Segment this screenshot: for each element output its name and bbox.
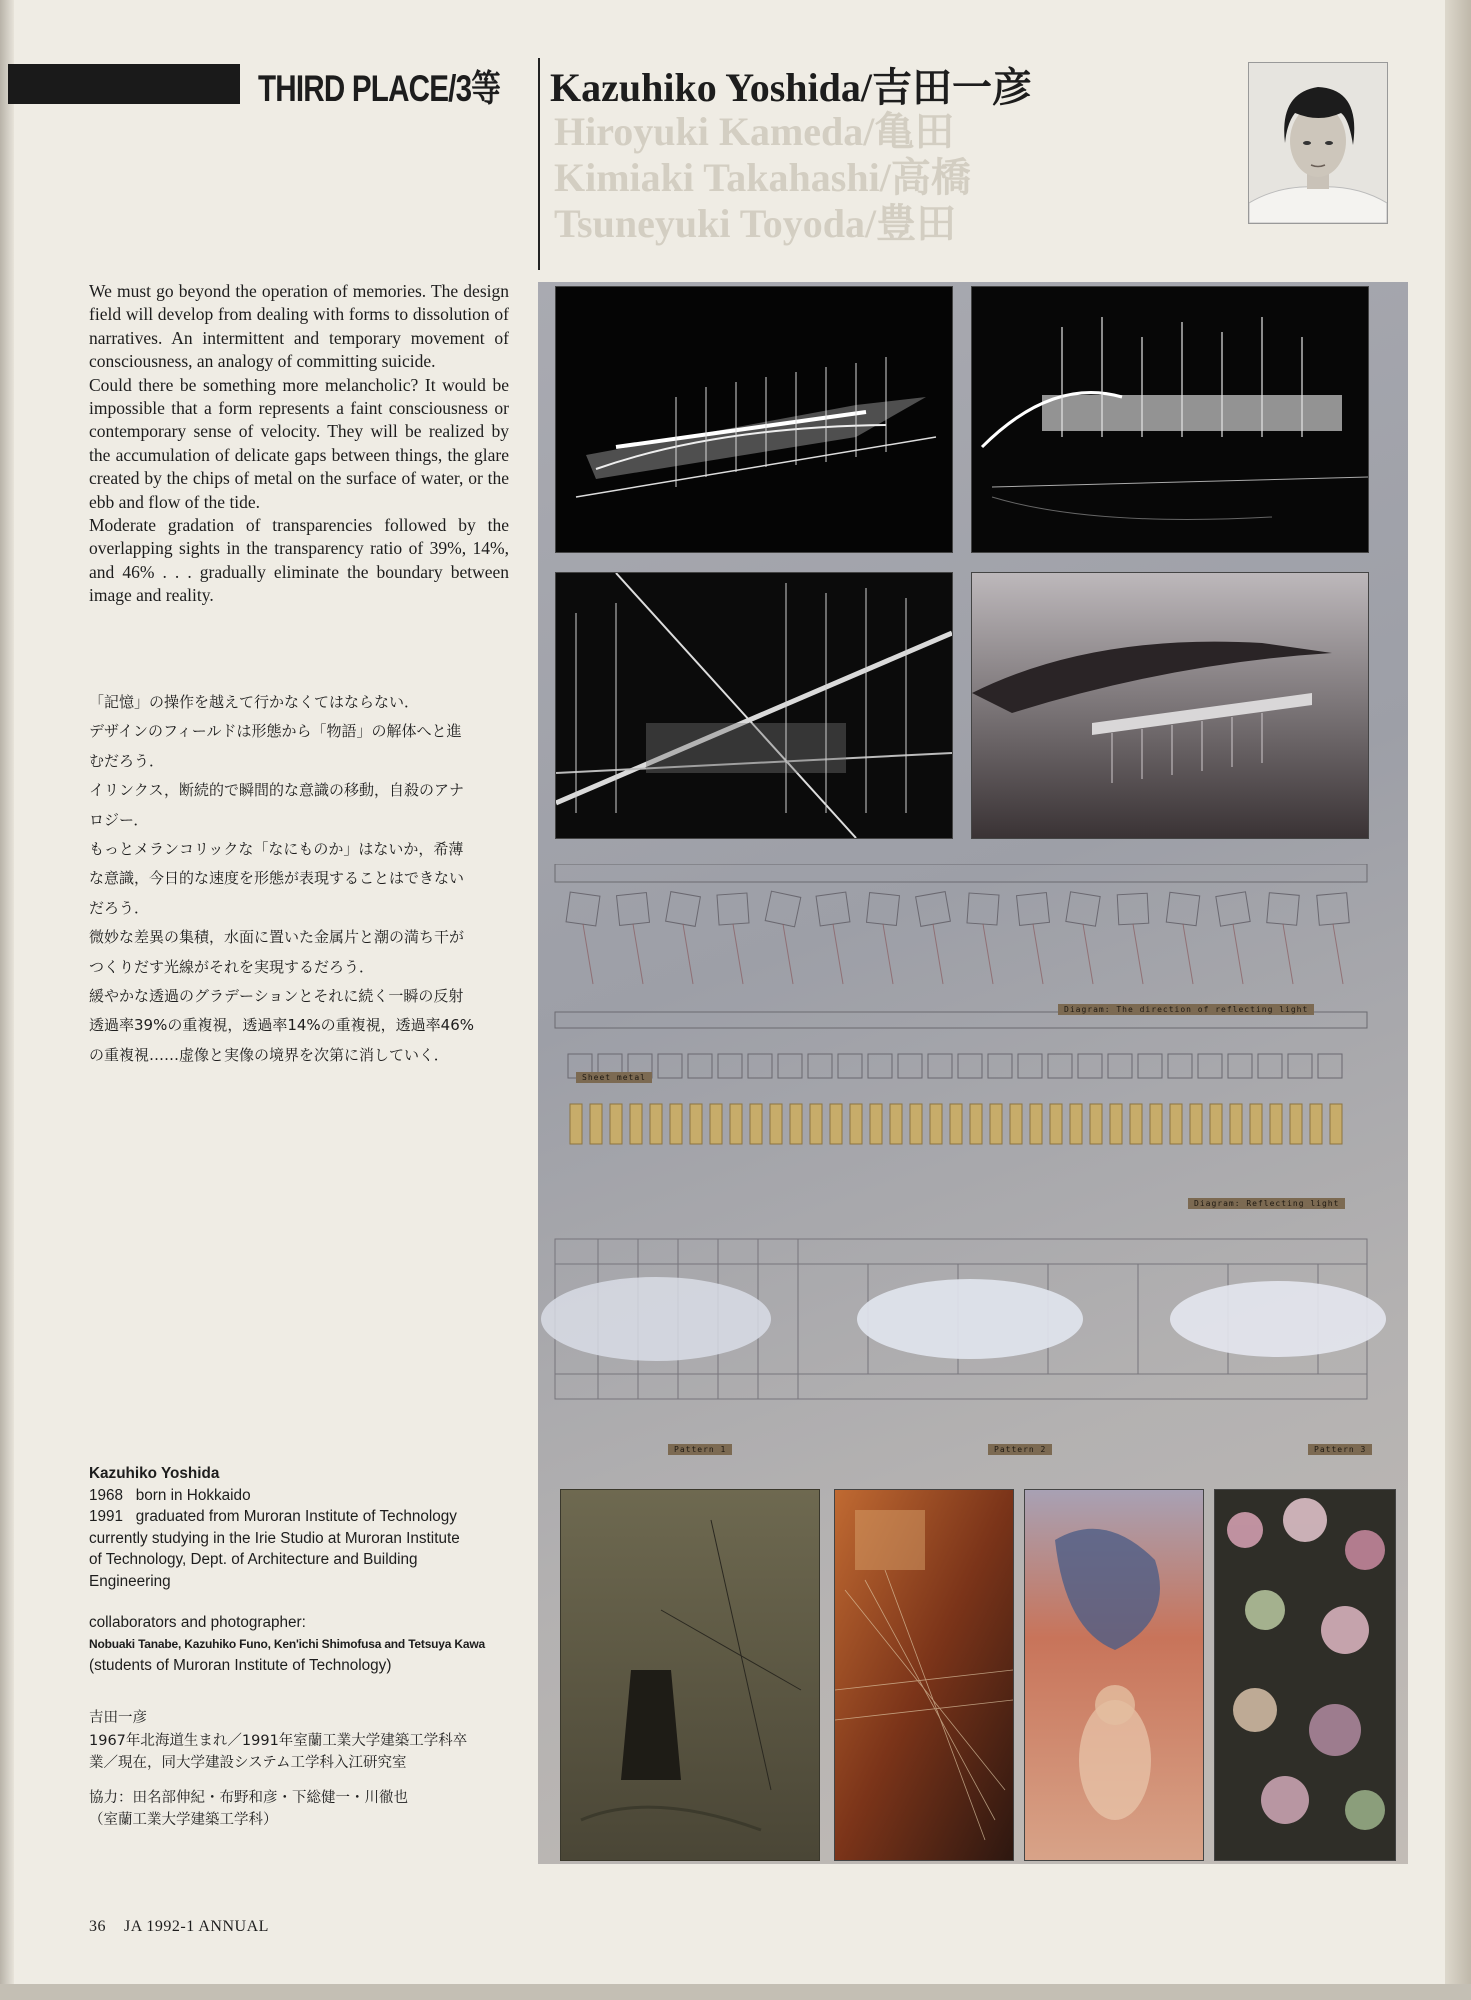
- collage-image-2: [834, 1489, 1014, 1861]
- model-photo-3: [555, 572, 953, 839]
- portrait-photo: [1248, 62, 1388, 224]
- pattern-1-label: Pattern 1: [668, 1444, 732, 1455]
- scan-edge: [0, 1984, 1471, 2000]
- book-spine-shadow: [0, 0, 14, 2000]
- bio-name: Kazuhiko Yoshida: [89, 1465, 220, 1482]
- winner-name: Kazuhiko Yoshida/吉田一彦: [550, 65, 1032, 110]
- ghost-line-1: Hiroyuki Kameda/亀田: [554, 109, 955, 154]
- ghost-line-3: Tsuneyuki Toyoda/豊田: [554, 201, 957, 246]
- jp-line: 緩やかな透過のグラデーションとそれに続く一瞬の反射: [89, 987, 464, 1006]
- collage-image-3: [1024, 1489, 1204, 1861]
- jp-line: デザインのフィールドは形態から「物語」の解体へと進: [89, 722, 462, 741]
- place-label: THIRD PLACE/3等: [258, 68, 501, 109]
- jp-line: 微妙な差異の集積，水面に置いた金属片と潮の満ち干が: [89, 928, 465, 947]
- pattern-3-label: Pattern 3: [1308, 1444, 1372, 1455]
- collab-names: Nobuaki Tanabe, Kazuhiko Funo, Ken'ichi Shimofusa and Tetsuya Kawa: [89, 1636, 485, 1651]
- jp-line: イリンクス，断続的で瞬間的な意識の移動，自殺のアナ: [89, 781, 465, 800]
- statement-japanese: [89, 688, 513, 1070]
- pattern-2-label: Pattern 2: [988, 1444, 1052, 1455]
- jp-line: 「記憶」の操作を越えて行かなくてはならない．: [89, 693, 420, 711]
- bio-jp-line: 吉田一彦: [89, 1710, 147, 1726]
- bio-line: of Technology, Dept. of Architecture and Building: [89, 1551, 418, 1568]
- statement-paragraph-3: Moderate gradation of transparencies followed by the overlapping sights in the transparency ratio of 39%, 14%, and 46% . . . gradually eliminate the boundary between image and reality.: [89, 515, 509, 606]
- bio-jp-line: 協力：田名部伸紀・布野和彦・下総健一・川徹也: [89, 1789, 408, 1806]
- bio-line: currently studying in the Irie Studio at Muroran Institute: [89, 1529, 460, 1547]
- biography-english: [89, 1463, 513, 1677]
- model-photo-2: [971, 286, 1369, 553]
- statement-english: [89, 280, 509, 608]
- jp-line: むだろう．: [89, 751, 165, 770]
- bio-jp-line: （室蘭工業大学建築工学科）: [89, 1812, 278, 1828]
- diagram-reflecting-label: Diagram: Reflecting light: [1188, 1198, 1345, 1209]
- page-footer: [89, 1918, 269, 1936]
- model-photo-4: [971, 572, 1369, 839]
- bio-line: 1968 born in Hokkaido: [89, 1486, 251, 1504]
- sheet-metal-label: Sheet metal: [576, 1072, 652, 1083]
- jp-line: だろう．: [89, 898, 150, 917]
- model-photo-1: [555, 286, 953, 553]
- jp-line: ロジー．: [89, 810, 149, 829]
- bio-line: Engineering: [89, 1572, 171, 1590]
- collab-note: (students of Muroran Institute of Technology): [89, 1657, 392, 1674]
- ghost-line-2: Kimiaki Takahashi/高橋: [554, 155, 971, 200]
- biography-japanese: [89, 1707, 513, 1832]
- bio-jp-line: 1967年北海道生まれ／1991年室蘭工業大学建築工学科卒: [89, 1732, 468, 1749]
- publication-name: JA 1992-1 ANNUAL: [124, 1918, 269, 1935]
- header-divider: [538, 58, 540, 270]
- statement-paragraph-1: We must go beyond the operation of memories. The design field will develop from dealing with forms to dissolution of narratives. An intermittent and temporary movement of consciousness, an analogy of committing suicide.: [89, 281, 509, 372]
- diagram-direction-label: Diagram: The direction of reflecting light: [1058, 1004, 1314, 1015]
- jp-line: の重複視……虚像と実像の境界を次第に消していく．: [89, 1045, 449, 1064]
- statement-paragraph-2: Could there be something more melancholic? It would be impossible that a form represents a faint consciousness or contemporary sense of velocity. They will be realized by the accumulation of delicate gaps between things, the glare created by the chips of metal on the surface of water, or the ebb and flow of the tide.: [89, 374, 509, 512]
- collab-label: collaborators and photographer:: [89, 1614, 306, 1631]
- presentation-panel: [538, 282, 1408, 1864]
- page-edge: [1445, 0, 1471, 2000]
- jp-line: つくりだす光線がそれを実現するだろう．: [89, 957, 375, 976]
- jp-line: な意識，今日的な速度を形態が表現することはできない: [89, 869, 465, 888]
- jp-line: もっとメランコリックな「なにものか」はないか，希薄: [89, 840, 464, 859]
- collage-image-4: [1214, 1489, 1396, 1861]
- bio-jp-line: [89, 1775, 513, 1787]
- collage-image-1: [560, 1489, 820, 1861]
- bio-line: 1991 graduated from Muroran Institute of Technology: [89, 1508, 457, 1525]
- jp-line: 透過率39%の重複視，透過率14%の重複視，透過率46%: [89, 1016, 475, 1035]
- header-black-bar: [8, 64, 240, 104]
- page-number: 36: [89, 1918, 106, 1935]
- reflection-diagram: [538, 864, 1408, 1444]
- bio-jp-line: 業／現在，同大学建設システム工学科入江研究室: [89, 1755, 407, 1771]
